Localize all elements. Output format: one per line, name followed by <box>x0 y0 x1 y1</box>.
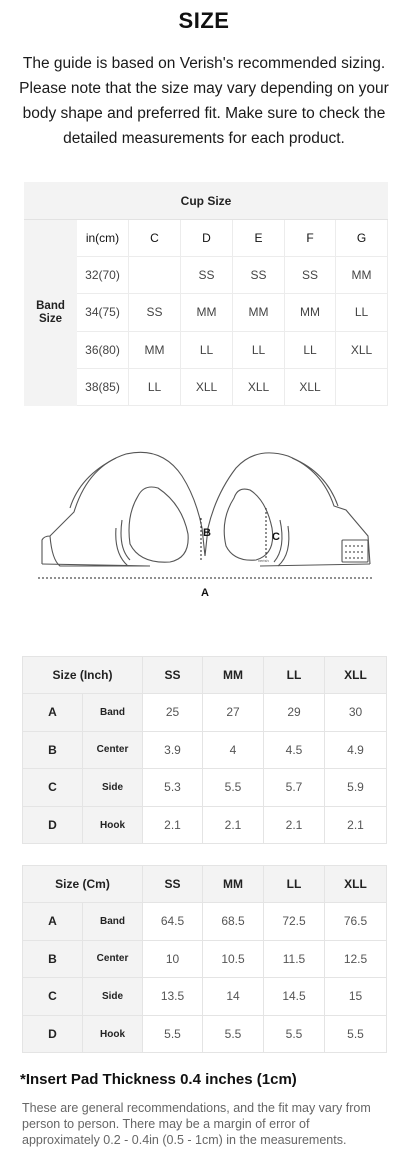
cup-size-table <box>24 182 388 406</box>
measure-value: 5.7 <box>264 769 325 807</box>
intro-text: The guide is based on Verish's recommended sizing. Please note that the size may vary depending on your body shape and preferred fit. Make sure to check the detailed measurements for each product. <box>19 55 389 147</box>
size-header: LL <box>264 866 325 903</box>
measure-value: 5.5 <box>264 1015 325 1053</box>
measure-value: 11.5 <box>264 940 325 978</box>
cup-cell: XLL <box>233 369 285 406</box>
measure-value: 72.5 <box>264 903 325 941</box>
measure-key: A <box>23 694 83 732</box>
table-row <box>23 978 387 1016</box>
cup-cell: LL <box>181 332 233 369</box>
table-row <box>23 1015 387 1053</box>
measure-key: B <box>23 731 83 769</box>
measure-value: 5.5 <box>203 1015 264 1053</box>
size-header: SS <box>143 866 203 903</box>
cup-header-cell: E <box>233 220 285 257</box>
cup-cell: MM <box>181 294 233 331</box>
measure-name: Center <box>83 940 143 978</box>
measure-value: 4.9 <box>325 731 387 769</box>
measure-value: 5.3 <box>143 769 203 807</box>
band-row-label: 36(80) <box>77 332 129 369</box>
band-size-label: Band Size <box>36 300 65 325</box>
cup-cell: SS <box>285 257 336 294</box>
size-cm-table <box>22 865 387 1053</box>
size-header: LL <box>264 657 325 694</box>
cup-size-grid <box>77 220 388 406</box>
measure-key: A <box>23 903 83 941</box>
diagram-label-b: B <box>203 527 211 539</box>
measure-value: 27 <box>203 694 264 732</box>
cup-cell: SS <box>129 294 181 331</box>
cm-corner-label: Size (Cm) <box>23 866 143 903</box>
cup-cell <box>129 257 181 294</box>
measure-value: 15 <box>325 978 387 1016</box>
measure-name: Hook <box>83 1015 143 1053</box>
cup-size-caption: Cup Size <box>24 182 388 220</box>
size-header: MM <box>203 866 264 903</box>
diagram-label-a: A <box>201 587 209 599</box>
measure-value: 5.5 <box>203 769 264 807</box>
size-header: SS <box>143 657 203 694</box>
measure-name: Band <box>83 694 143 732</box>
cup-cell: XLL <box>181 369 233 406</box>
measure-key: C <box>23 769 83 807</box>
measure-value: 30 <box>325 694 387 732</box>
measure-value: 3.9 <box>143 731 203 769</box>
measure-key: D <box>23 1015 83 1053</box>
measure-name: Hook <box>83 806 143 844</box>
cup-header-cell: G <box>336 220 388 257</box>
measure-key: D <box>23 806 83 844</box>
disclaimer-text: These are general recommendations, and the fit may vary from person to person. There may be a margin of error of approximately 0.2 - 0.4in (0.5 - 1cm) in the measurements. <box>22 1101 371 1147</box>
cup-header-cell: D <box>181 220 233 257</box>
cup-cell: MM <box>285 294 336 331</box>
cup-cell: LL <box>233 332 285 369</box>
table-row <box>23 694 387 732</box>
size-header: XLL <box>325 657 387 694</box>
measure-key: B <box>23 940 83 978</box>
cup-cell: SS <box>233 257 285 294</box>
measure-value: 5.5 <box>143 1015 203 1053</box>
table-row <box>23 940 387 978</box>
band-row-label: 32(70) <box>77 257 129 294</box>
table-row <box>23 769 387 807</box>
measure-value: 25 <box>143 694 203 732</box>
page-title: SIZE <box>178 8 230 33</box>
cup-cell: LL <box>336 294 388 331</box>
cup-header-cell: C <box>129 220 181 257</box>
measure-name: Side <box>83 769 143 807</box>
measure-value: 4 <box>203 731 264 769</box>
diagram-label-c: C <box>272 531 280 543</box>
cup-cell: MM <box>336 257 388 294</box>
bra-measurement-diagram <box>30 436 380 606</box>
measure-key: C <box>23 978 83 1016</box>
measure-value: 76.5 <box>325 903 387 941</box>
measure-value: 5.5 <box>325 1015 387 1053</box>
table-row <box>23 731 387 769</box>
measure-value: 10.5 <box>203 940 264 978</box>
measure-value: 4.5 <box>264 731 325 769</box>
cup-header-cell: F <box>285 220 336 257</box>
measure-value: 2.1 <box>203 806 264 844</box>
cup-header-cell: in(cm) <box>77 220 129 257</box>
size-header: MM <box>203 657 264 694</box>
table-row <box>23 903 387 941</box>
measure-value: 2.1 <box>325 806 387 844</box>
measure-value: 5.9 <box>325 769 387 807</box>
measure-value: 14.5 <box>264 978 325 1016</box>
measure-value: 29 <box>264 694 325 732</box>
size-inch-table <box>22 656 387 844</box>
cup-cell: XLL <box>336 332 388 369</box>
measure-value: 64.5 <box>143 903 203 941</box>
cup-cell: MM <box>129 332 181 369</box>
measure-value: 13.5 <box>143 978 203 1016</box>
measure-value: 68.5 <box>203 903 264 941</box>
band-row-label: 34(75) <box>77 294 129 331</box>
measure-value: 10 <box>143 940 203 978</box>
table-header-row <box>23 657 387 694</box>
band-row-label: 38(85) <box>77 369 129 406</box>
measure-name: Side <box>83 978 143 1016</box>
cup-cell <box>336 369 388 406</box>
measure-value: 12.5 <box>325 940 387 978</box>
cup-cell: LL <box>285 332 336 369</box>
measure-value: 2.1 <box>264 806 325 844</box>
size-header: XLL <box>325 866 387 903</box>
cup-cell: SS <box>181 257 233 294</box>
table-row <box>23 806 387 844</box>
measure-value: 14 <box>203 978 264 1016</box>
measure-name: Band <box>83 903 143 941</box>
cup-cell: LL <box>129 369 181 406</box>
pad-thickness-note: *Insert Pad Thickness 0.4 inches (1cm) <box>20 1071 297 1088</box>
inch-corner-label: Size (Inch) <box>23 657 143 694</box>
measure-name: Center <box>83 731 143 769</box>
brand-mark: verish <box>258 558 269 563</box>
cup-cell: MM <box>233 294 285 331</box>
table-header-row <box>23 866 387 903</box>
measure-value: 2.1 <box>143 806 203 844</box>
cup-cell: XLL <box>285 369 336 406</box>
